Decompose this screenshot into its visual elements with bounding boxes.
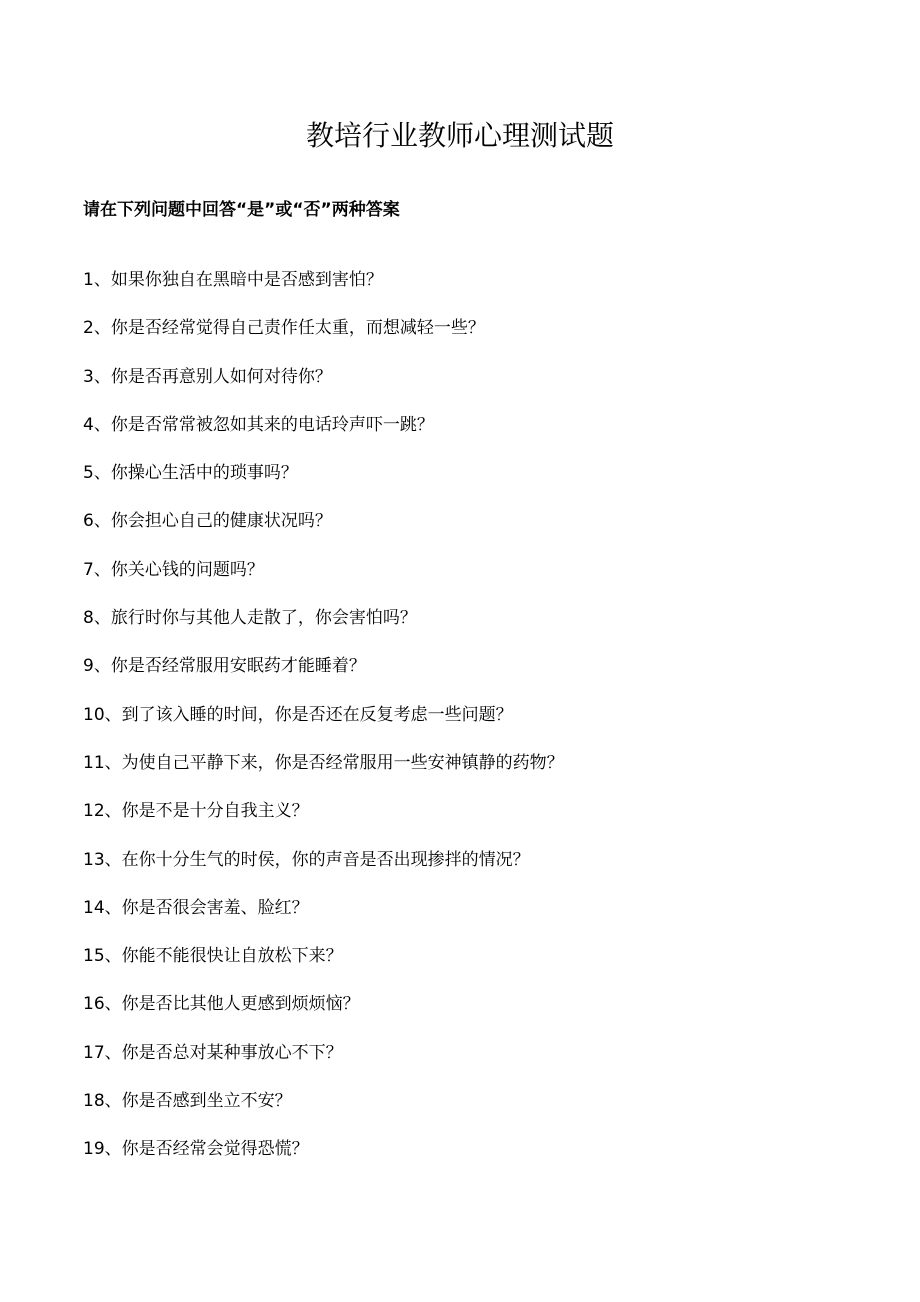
question-item: 16、你是否比其他人更感到烦烦恼？ xyxy=(83,994,360,1015)
question-item: 1、如果你独自在黑暗中是否感到害怕？ xyxy=(83,270,383,290)
question-item: 8、旅行时你与其他人走散了，你会害怕吗？ xyxy=(83,608,417,629)
question-item: 11、为使自己平静下来，你是否经常服用一些安神镇静的药物？ xyxy=(83,752,564,773)
question-item: 3、你是否再意别人如何对待你？ xyxy=(83,366,332,387)
question-item: 13、在你十分生气的时侯，你的声音是否出现掺拌的情况？ xyxy=(83,849,530,870)
question-item: 10、到了该入睡的时间，你是否还在反复考虑一些问题？ xyxy=(83,704,513,725)
question-item: 5、你操心生活中的琐事吗？ xyxy=(83,463,298,484)
question-item: 15、你能不能很快让自放松下来？ xyxy=(83,946,343,967)
question-item: 17、你是否总对某种事放心不下？ xyxy=(83,1042,343,1063)
question-item: 6、你会担心自己的健康状况吗？ xyxy=(83,511,332,532)
question-item: 9、你是否经常服用安眠药才能睡着？ xyxy=(83,656,366,677)
question-item: 18、你是否感到坐立不安？ xyxy=(83,1091,292,1112)
question-list xyxy=(83,266,564,1184)
question-item: 2、你是否经常觉得自己责作任太重，而想减轻一些？ xyxy=(83,318,485,339)
question-item: 7、你关心钱的问题吗？ xyxy=(83,559,264,580)
instruction-text: 请在下列问题中回答“是”或“否”两种答案 xyxy=(83,200,400,220)
question-item: 14、你是否很会害羞、脸红？ xyxy=(83,897,309,918)
question-item: 4、你是否常常被忽如其来的电话玲声吓一跳？ xyxy=(83,414,434,435)
document-title: 教培行业教师心理测试题 xyxy=(305,119,614,152)
question-item: 19、你是否经常会觉得恐慌？ xyxy=(83,1139,309,1160)
question-item: 12、你是不是十分自我主义？ xyxy=(83,801,309,822)
